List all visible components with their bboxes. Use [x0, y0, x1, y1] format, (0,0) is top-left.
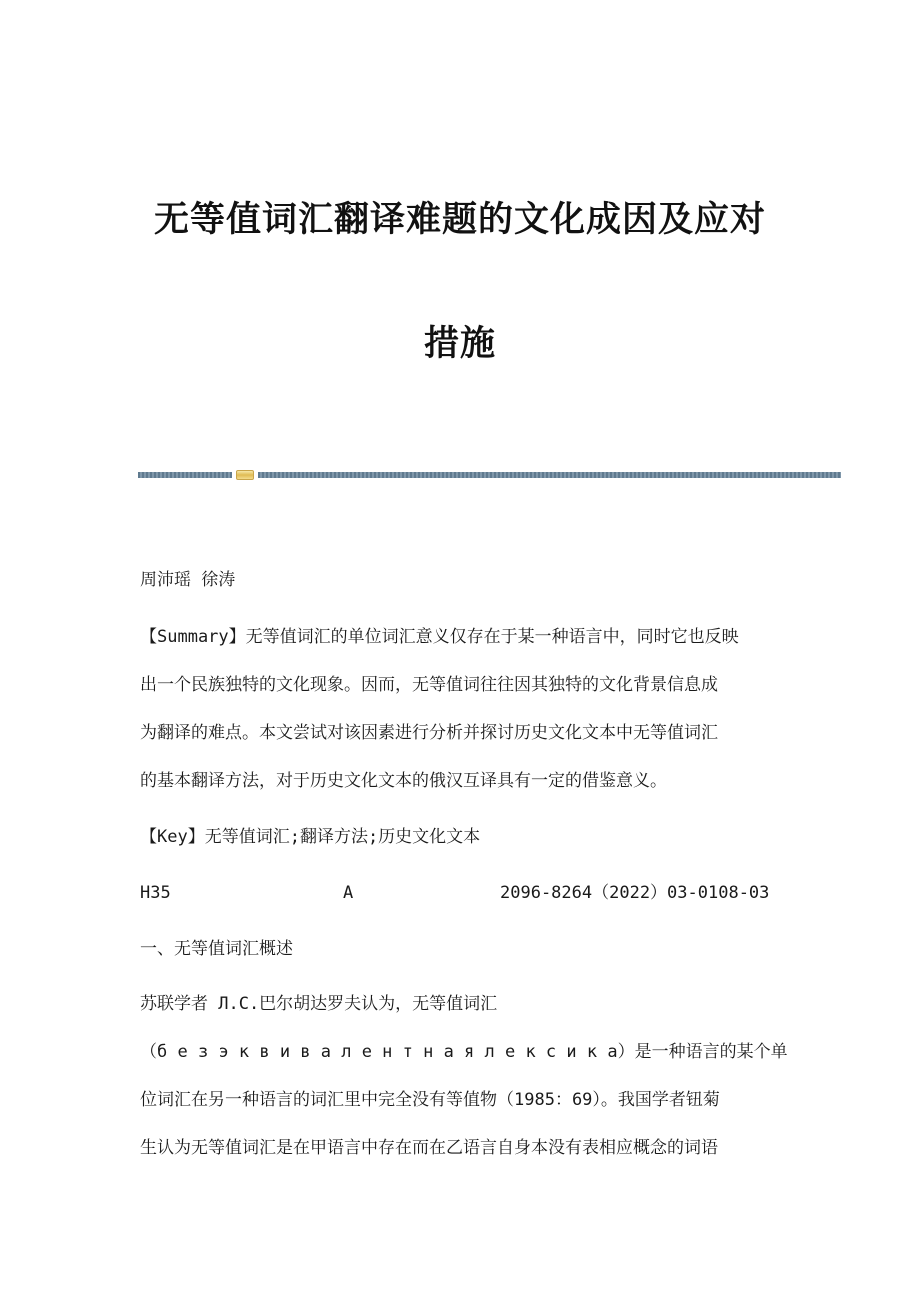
summary-line: 的基本翻译方法，对于历史文化文本的俄汉互译具有一定的借鉴意义。 — [140, 771, 667, 791]
body-line: （б е з э к в и в а л е н т н а я л е к с и к а）是一种语言的某个单 — [140, 1042, 788, 1062]
keywords: 【Key】无等值词汇;翻译方法;历史文化文本 — [140, 827, 481, 847]
authors: 周沛瑶 徐涛 — [140, 570, 236, 590]
summary-line: 为翻译的难点。本文尝试对该因素进行分析并探讨历史文化文本中无等值词汇 — [140, 723, 718, 743]
title-divider — [138, 470, 841, 480]
article-id: 2096-8264（2022）03-0108-03 — [500, 883, 770, 903]
divider-ornament-icon — [236, 470, 254, 480]
document-code: A — [343, 883, 354, 903]
body-line: 苏联学者 Л.С.巴尔胡达罗夫认为，无等值词汇 — [140, 994, 498, 1014]
summary-line: 出一个民族独特的文化现象。因而，无等值词往往因其独特的文化背景信息成 — [140, 675, 718, 695]
divider-bar-right — [258, 472, 841, 478]
divider-bar-left — [138, 472, 232, 478]
body-line: 位词汇在另一种语言的词汇里中完全没有等值物（1985：69）。我国学者钮菊 — [140, 1090, 720, 1110]
document-title-line-1: 无等值词汇翻译难题的文化成因及应对 — [153, 199, 766, 240]
body-line: 生认为无等值词汇是在甲语言中存在而在乙语言自身本没有表相应概念的词语 — [140, 1138, 718, 1158]
document-title-line-2: 措施 — [423, 323, 496, 364]
clc-number: H35 — [140, 883, 171, 903]
section-heading: 一、无等值词汇概述 — [140, 939, 293, 959]
summary-line: 【Summary】无等值词汇的单位词汇意义仅存在于某一种语言中，同时它也反映 — [140, 627, 739, 647]
